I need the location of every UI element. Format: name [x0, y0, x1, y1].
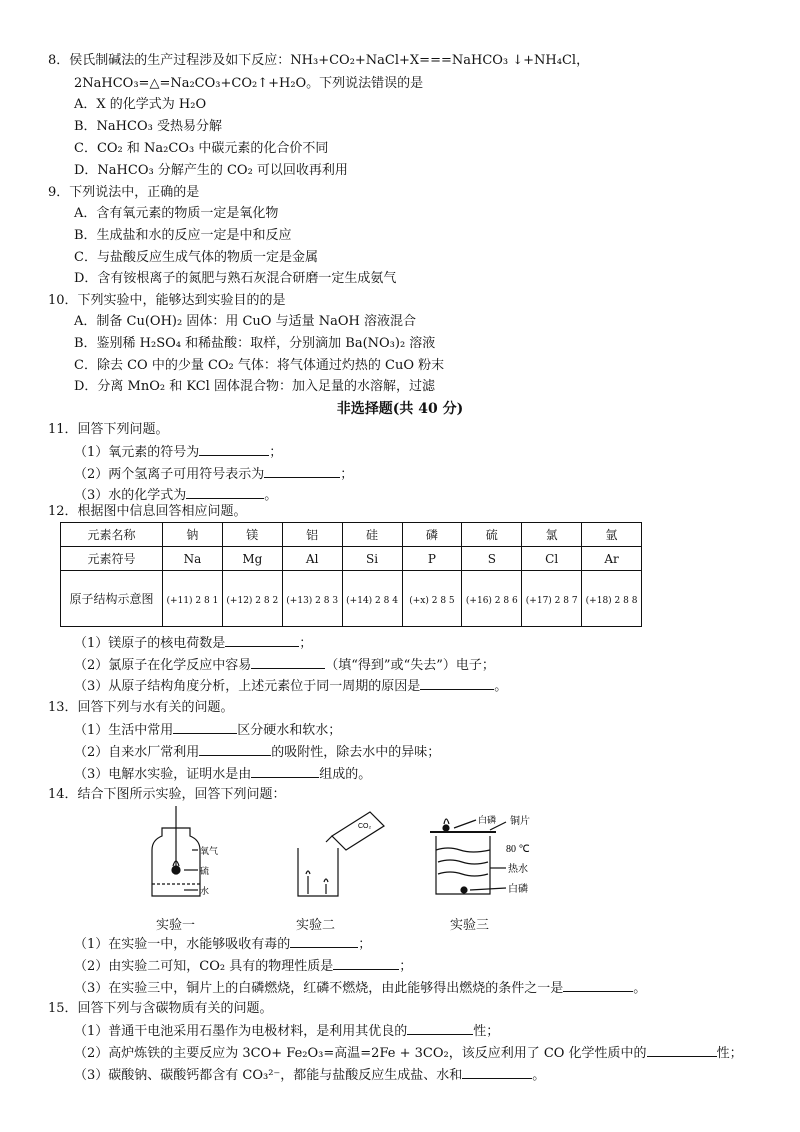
- q11-part1-text: （1）氧元素的符号为: [74, 445, 200, 460]
- element-name: 氯: [522, 523, 582, 547]
- q13-part1: [74, 721, 341, 740]
- q13-part3-end: 组成的。: [319, 767, 372, 782]
- atom-structure-diagram: (+11) 2 8 1: [163, 571, 223, 627]
- q12-stem: 12．根据图中信息回答相应问题。: [48, 504, 247, 519]
- table-row-symbols: [61, 547, 642, 571]
- element-name: 铝: [282, 523, 342, 547]
- fig2-label-co2: CO₂: [358, 823, 372, 830]
- answer-blank[interactable]: [199, 443, 269, 456]
- q13-part1-end: 区分硬水和软水；: [237, 723, 342, 738]
- q15-part1-text: （1）普通干电池采用石墨作为电极材料，是利用其优良的: [74, 1024, 408, 1039]
- q14-stem: 14．结合下图所示实验，回答下列问题：: [48, 787, 286, 802]
- q15-part3: [74, 1066, 545, 1085]
- caption-experiment-1: 实验一: [156, 918, 196, 933]
- q13-stem: 13．回答下列与水有关的问题。: [48, 700, 234, 715]
- q11-part1: [74, 443, 282, 462]
- fig1-label-sulfur: 硫: [200, 866, 210, 876]
- q10-stem: 10．下列实验中，能够达到实验目的的是: [48, 293, 286, 308]
- answer-blank[interactable]: [199, 743, 271, 756]
- fig3-label-hot-water: 热水: [508, 864, 528, 875]
- q10-option-d: D．分离 MnO₂ 和 KCl 固体混合物：加入足量的水溶解，过滤: [74, 379, 435, 394]
- answer-blank[interactable]: [225, 634, 299, 647]
- answer-blank[interactable]: [647, 1044, 717, 1057]
- q12-part1-text: （1）镁原子的核电荷数是: [74, 636, 226, 651]
- q15-part3-text: （3）碳酸钠、碳酸钙都含有 CO₃²⁻，都能与盐酸反应生成盐、水和: [74, 1068, 463, 1083]
- answer-blank[interactable]: [462, 1066, 532, 1079]
- q8-option-d: D．NaHCO₃ 分解产生的 CO₂ 可以回收再利用: [74, 163, 348, 178]
- experiment-figures: [140, 806, 560, 914]
- q11-part1-end: ；: [269, 445, 283, 460]
- q12-part3: [74, 677, 507, 696]
- q8-option-a: A．X 的化学式为 H₂O: [74, 97, 207, 112]
- q14-part1-text: （1）在实验一中，水能够吸收有毒的: [74, 937, 291, 952]
- q15-part2-end: 性；: [716, 1046, 743, 1061]
- experiment-1-figure: [152, 806, 200, 896]
- caption-experiment-3: 实验三: [450, 918, 490, 933]
- q11-part2: [74, 465, 353, 484]
- atom-structure-diagram: (+18) 2 8 8: [582, 571, 642, 627]
- q14-part3-end: 。: [633, 981, 647, 996]
- q9-stem: 9．下列说法中，正确的是: [48, 185, 200, 200]
- q14-part1-end: ；: [358, 937, 372, 952]
- q14-part1: [74, 935, 371, 954]
- element-symbol: Mg: [222, 547, 282, 571]
- element-name: 镁: [222, 523, 282, 547]
- q15-stem: 15．回答下列与含碳物质有关的问题。: [48, 1001, 273, 1016]
- answer-blank[interactable]: [290, 935, 358, 948]
- fig3-label-temp: 80 ℃: [506, 844, 530, 855]
- q13-part2-text: （2）自来水厂常利用: [74, 745, 200, 760]
- answer-blank[interactable]: [264, 465, 340, 478]
- element-name: 磷: [402, 523, 462, 547]
- element-symbol: Na: [163, 547, 223, 571]
- row-header: 元素名称: [61, 523, 163, 547]
- table-row-names: [61, 523, 642, 547]
- q11-part2-end: ；: [340, 467, 354, 482]
- answer-blank[interactable]: [563, 979, 633, 992]
- element-symbol: Ar: [582, 547, 642, 571]
- answer-blank[interactable]: [173, 721, 237, 734]
- answer-blank[interactable]: [333, 957, 399, 970]
- fig3-label-copper: 铜片: [510, 816, 530, 827]
- q15-part1-end: 性；: [473, 1024, 500, 1039]
- q10-option-c: C．除去 CO 中的少量 CO₂ 气体：将气体通过灼热的 CuO 粉末: [74, 358, 445, 373]
- q8-stem-line1: 8．侯氏制碱法的生产过程涉及如下反应：NH₃+CO₂+NaCl+X===NaHCO₃ ↓+NH₄Cl，: [48, 53, 590, 68]
- q14-part2-text: （2）由实验二可知，CO₂ 具有的物理性质是: [74, 959, 334, 974]
- answer-blank[interactable]: [251, 656, 325, 669]
- q14-part3: [74, 979, 646, 998]
- q12-part1-end: ；: [299, 636, 313, 651]
- q12-part3-end: 。: [494, 679, 508, 694]
- element-name: 氩: [582, 523, 642, 547]
- fig1-label-oxygen: 氧气: [200, 846, 219, 856]
- q13-part2-end: 的吸附性，除去水中的异味；: [271, 745, 441, 760]
- fig3-label-white-phosphorus-bottom: 白磷: [508, 884, 528, 895]
- q15-part2: [74, 1044, 743, 1063]
- section-title: 非选择题(共 40 分): [336, 401, 464, 417]
- answer-blank[interactable]: [420, 677, 494, 690]
- table-row-structures: [61, 571, 642, 627]
- q13-part1-text: （1）生活中常用: [74, 723, 174, 738]
- answer-blank[interactable]: [407, 1022, 473, 1035]
- experiment-3-figure: [430, 819, 506, 894]
- q11-part2-text: （2）两个氢离子可用符号表示为: [74, 467, 265, 482]
- element-symbol: Si: [342, 547, 402, 571]
- answer-blank[interactable]: [186, 486, 264, 499]
- atom-structure-diagram: (+x) 2 8 5: [402, 571, 462, 627]
- q15-part1: [74, 1022, 499, 1041]
- atom-structure-diagram: (+13) 2 8 3: [282, 571, 342, 627]
- q12-part1: [74, 634, 312, 653]
- answer-blank[interactable]: [251, 765, 319, 778]
- element-symbol: Cl: [522, 547, 582, 571]
- q12-part3-text: （3）从原子结构角度分析，上述元素位于同一周期的原因是: [74, 679, 421, 694]
- q13-part3: [74, 765, 371, 784]
- element-table: [60, 522, 642, 627]
- element-symbol: Al: [282, 547, 342, 571]
- q8-option-b: B．NaHCO₃ 受热易分解: [74, 119, 222, 134]
- q8-stem-line2: 2NaHCO₃=△=Na₂CO₃+CO₂↑+H₂O。下列说法错误的是: [74, 76, 424, 91]
- q12-part2: [74, 656, 495, 675]
- q10-option-a: A．制备 Cu(OH)₂ 固体：用 CuO 与适量 NaOH 溶液混合: [74, 314, 416, 329]
- q12-part2-end: （填“得到”或“失去”）电子；: [325, 658, 495, 673]
- q14-part3-text: （3）在实验三中，铜片上的白磷燃烧，红磷不燃烧，由此能够得出燃烧的条件之一是: [74, 981, 564, 996]
- caption-experiment-2: 实验二: [296, 918, 336, 933]
- fig1-label-water: 水: [200, 886, 210, 896]
- q11-stem: 11．回答下列问题。: [48, 422, 169, 437]
- q9-option-b: B．生成盐和水的反应一定是中和反应: [74, 228, 292, 243]
- element-symbol: S: [462, 547, 522, 571]
- row-header: 原子结构示意图: [61, 571, 163, 627]
- fig3-label-white-phosphorus-top: 白磷: [478, 815, 497, 825]
- q13-part3-text: （3）电解水实验，证明水是由: [74, 767, 252, 782]
- atom-structure-diagram: (+17) 2 8 7: [522, 571, 582, 627]
- q11-part3-text: （3）水的化学式为: [74, 488, 187, 503]
- q11-part3-end: 。: [264, 488, 278, 503]
- atom-structure-diagram: (+16) 2 8 6: [462, 571, 522, 627]
- element-name: 硅: [342, 523, 402, 547]
- q12-part2-text: （2）氯原子在化学反应中容易: [74, 658, 252, 673]
- q10-option-b: B．鉴别稀 H₂SO₄ 和稀盐酸：取样，分别滴加 Ba(NO₃)₂ 溶液: [74, 336, 436, 351]
- q8-option-c: C．CO₂ 和 Na₂CO₃ 中碳元素的化合价不同: [74, 141, 329, 156]
- q15-part3-end: 。: [532, 1068, 546, 1083]
- element-name: 硫: [462, 523, 522, 547]
- row-header: 元素符号: [61, 547, 163, 571]
- q15-part2-text: （2）高炉炼铁的主要反应为 3CO+ Fe₂O₃=高温=2Fe + 3CO₂，该反应利用了 CO 化学性质中的: [74, 1046, 647, 1061]
- element-symbol: P: [402, 547, 462, 571]
- q13-part2: [74, 743, 440, 762]
- atom-structure-diagram: (+14) 2 8 4: [342, 571, 402, 627]
- q9-option-c: C．与盐酸反应生成气体的物质一定是金属: [74, 250, 318, 265]
- q9-option-d: D．含有铵根离子的氮肥与熟石灰混合研磨一定生成氨气: [74, 271, 397, 286]
- q14-part2: [74, 957, 412, 976]
- q9-option-a: A．含有氧元素的物质一定是氧化物: [74, 206, 279, 221]
- atom-structure-diagram: (+12) 2 8 2: [222, 571, 282, 627]
- element-name: 钠: [163, 523, 223, 547]
- q14-part2-end: ；: [399, 959, 413, 974]
